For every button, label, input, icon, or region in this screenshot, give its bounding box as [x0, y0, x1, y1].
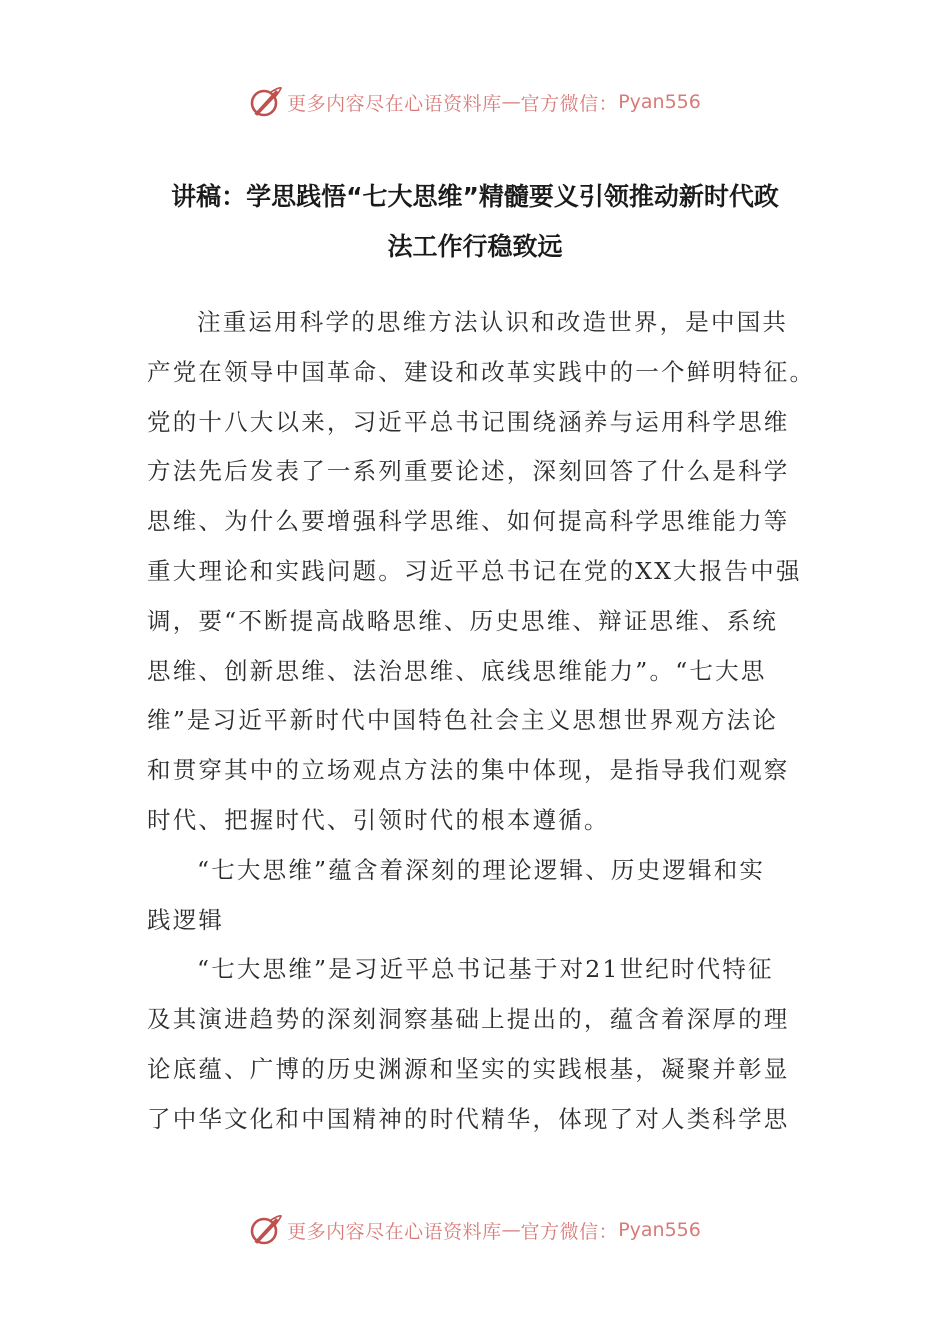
paragraph-line: 方法先后发表了一系列重要论述，深刻回答了什么是科学: [147, 457, 790, 486]
paragraph-line: 思维、创新思维、法治思维、底线思维能力”。“七大思: [147, 656, 767, 685]
document-title: [140, 172, 810, 272]
banner-wechat-id: Pyan556: [618, 91, 701, 113]
banner-text: 更多内容尽在心语资料库: [287, 92, 502, 115]
paragraph-line: “七大思维”蕴含着深刻的理论逻辑、历史逻辑和实: [197, 855, 766, 884]
paragraph-line: 产党在领导中国革命、建设和改革实践中的一个鲜明特征。: [147, 357, 816, 386]
paragraph-line: 调，要“不断提高战略思维、历史思维、辩证思维、系统: [147, 606, 779, 635]
paragraph-line: 注重运用科学的思维方法认识和改造世界，是中国共: [197, 308, 789, 336]
banner-wechat-id: Pyan556: [618, 1219, 701, 1241]
quill-pen-logo-icon: [249, 85, 283, 119]
title-line-1: 讲稿：学思践悟“七大思维”精髓要义引领推动新时代政: [171, 182, 779, 211]
paragraph-1: [147, 298, 816, 846]
paragraph-line: 党的十八大以来，习近平总书记围绕涵养与运用科学思维: [147, 407, 790, 436]
paragraph-line: 重大理论和实践问题。习近平总书记在党的XX大报告中强: [147, 556, 802, 585]
banner-separator: —: [501, 1219, 521, 1241]
footer-banner: [0, 1206, 950, 1254]
banner-separator: —: [501, 91, 521, 113]
paragraph-3: [147, 945, 807, 1144]
section-heading: [147, 846, 807, 946]
banner-wechat-label: 官方微信：: [520, 1220, 619, 1243]
paragraph-line: 及其演进趋势的深刻洞察基础上提出的，蕴含着深厚的理: [147, 1005, 790, 1034]
paragraph-line: 维”是习近平新时代中国特色社会主义思想世界观方法论: [147, 706, 779, 735]
paragraph-line: 践逻辑: [147, 905, 225, 934]
paragraph-line: 了中华文化和中国精神的时代精华，体现了对人类科学思: [147, 1104, 790, 1133]
document-body: [147, 298, 816, 1145]
paragraph-line: “七大思维”是习近平总书记基于对21世纪时代特征: [197, 955, 774, 984]
paragraph-line: 论底蕴、广博的历史渊源和坚实的实践根基，凝聚并彰显: [147, 1054, 790, 1083]
quill-pen-logo-icon: [249, 1213, 283, 1247]
paragraph-line: 思维、为什么要增强科学思维、如何提高科学思维能力等: [147, 507, 790, 536]
paragraph-line: 时代、把握时代、引领时代的根本遵循。: [147, 805, 610, 834]
banner-text: 更多内容尽在心语资料库: [287, 1220, 502, 1243]
paragraph-line: 和贯穿其中的立场观点方法的集中体现，是指导我们观察: [147, 756, 790, 785]
banner-wechat-label: 官方微信：: [520, 92, 619, 115]
title-line-2: 法工作行稳致远: [387, 232, 563, 261]
header-banner: [0, 78, 950, 126]
